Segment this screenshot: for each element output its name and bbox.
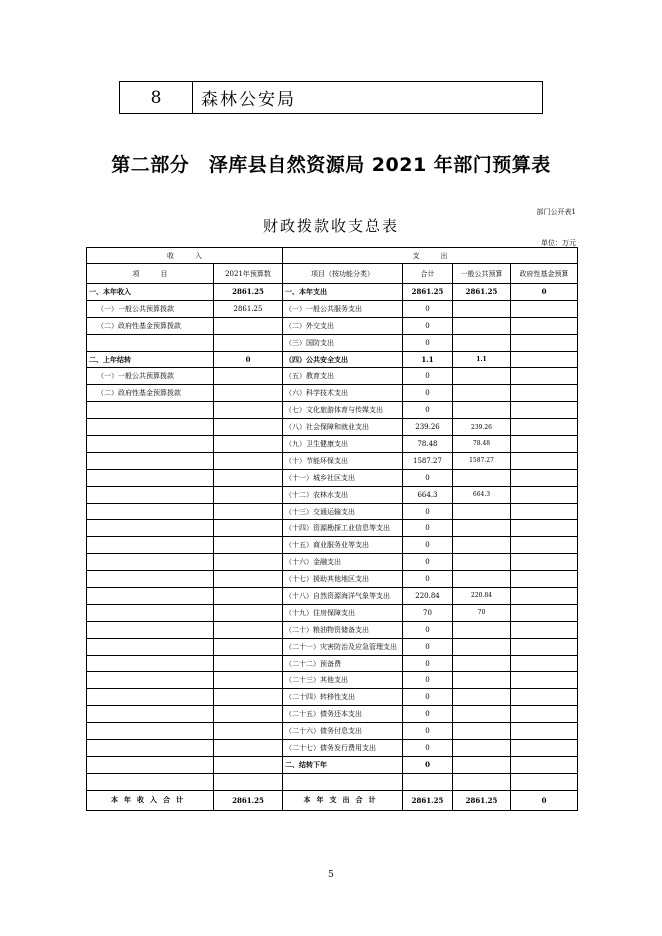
- expense-total-cell: 0: [403, 723, 453, 740]
- expense-item-cell: （十二）农林水支出: [283, 486, 403, 503]
- department-row: [119, 81, 543, 114]
- table-row: [87, 604, 578, 621]
- income-value-cell: [214, 723, 283, 740]
- income-item-cell: [87, 773, 214, 790]
- fund-budget-cell: [511, 351, 578, 368]
- table-row: [87, 655, 578, 672]
- income-item-cell: （一）一般公共预算拨款: [87, 368, 214, 385]
- fund-budget-cell: [511, 655, 578, 672]
- income-total-label: 本年收入合计: [87, 790, 214, 810]
- expense-item-cell: 二、结转下年: [283, 756, 403, 773]
- fund-budget-cell: [511, 334, 578, 351]
- expense-total-cell: 1587.27: [403, 452, 453, 469]
- table-row: [87, 571, 578, 588]
- income-value-cell: [214, 756, 283, 773]
- expense-item-cell: （二十五）债务还本支出: [283, 706, 403, 723]
- income-item-cell: （二）政府性基金预算拨款: [87, 317, 214, 334]
- expense-item-cell: （二十三）其他支出: [283, 672, 403, 689]
- income-value-cell: [214, 554, 283, 571]
- budget-table: [86, 247, 578, 811]
- income-value-cell: 2861.25: [214, 300, 283, 317]
- expense-item-cell: （二）外交支出: [283, 317, 403, 334]
- table-row: [87, 317, 578, 334]
- expense-item-cell: （十四）资源勘探工业信息等支出: [283, 520, 403, 537]
- expense-total-cell: 0: [403, 520, 453, 537]
- fund-budget-cell: [511, 300, 578, 317]
- table-row: [87, 469, 578, 486]
- expense-total-cell: 0: [403, 571, 453, 588]
- table-row: [87, 503, 578, 520]
- income-item-cell: 一、本年收入: [87, 284, 214, 301]
- expense-total-cell: 2861.25: [403, 284, 453, 301]
- income-value-cell: [214, 604, 283, 621]
- table-row: [87, 537, 578, 554]
- general-budget-cell: [453, 300, 511, 317]
- general-budget-cell: 2861.25: [453, 284, 511, 301]
- expense-item-cell: （十八）自然资源海洋气象等支出: [283, 588, 403, 605]
- table-row: [87, 723, 578, 740]
- income-item-cell: [87, 621, 214, 638]
- expense-item-cell: （二十四）转移性支出: [283, 689, 403, 706]
- expense-total-cell: 0: [403, 537, 453, 554]
- income-item-cell: [87, 469, 214, 486]
- general-budget-cell: [453, 672, 511, 689]
- expense-total-cell: 0: [403, 385, 453, 402]
- expense-item-cell: （九）卫生健康支出: [283, 436, 403, 453]
- expense-total-cell: 0: [403, 638, 453, 655]
- fund-budget-cell: [511, 452, 578, 469]
- department-name: 森林公安局: [201, 90, 296, 110]
- general-budget-cell: [453, 537, 511, 554]
- income-item-cell: [87, 452, 214, 469]
- general-budget-cell: [453, 385, 511, 402]
- fund-budget-cell: [511, 554, 578, 571]
- general-budget-total: 2861.25: [453, 790, 511, 810]
- expense-item-cell: （七）文化旅游体育与传媒支出: [283, 402, 403, 419]
- income-item-cell: [87, 537, 214, 554]
- table-row: [87, 689, 578, 706]
- expense-item-cell: （二十）粮油物资储备支出: [283, 621, 403, 638]
- fund-budget-cell: [511, 520, 578, 537]
- income-value-cell: [214, 402, 283, 419]
- expense-total-cell: 220.84: [403, 588, 453, 605]
- table-row: [87, 385, 578, 402]
- expense-item-cell: （十一）城乡社区支出: [283, 469, 403, 486]
- fund-budget-cell: [511, 486, 578, 503]
- general-budget-cell: [453, 706, 511, 723]
- income-value-cell: [214, 317, 283, 334]
- budget-2021-header: 2021年预算数: [214, 264, 283, 284]
- expense-total-cell: [403, 773, 453, 790]
- fund-budget-header: 政府性基金预算: [511, 264, 578, 284]
- unit-label: 单位：万元: [541, 239, 576, 247]
- fund-budget-cell: [511, 317, 578, 334]
- income-value-cell: 0: [214, 351, 283, 368]
- func-item-header: 项目（按功能分类）: [283, 264, 403, 284]
- income-item-cell: [87, 706, 214, 723]
- fund-budget-cell: [511, 740, 578, 757]
- general-budget-cell: 239.26: [453, 419, 511, 436]
- income-value-cell: [214, 452, 283, 469]
- table-row: [87, 334, 578, 351]
- income-value-cell: [214, 588, 283, 605]
- expense-item-cell: （十五）商业服务业等支出: [283, 537, 403, 554]
- income-item-cell: [87, 604, 214, 621]
- page-number: 5: [328, 870, 334, 880]
- table-row: [87, 419, 578, 436]
- table-row: [87, 520, 578, 537]
- general-budget-cell: [453, 317, 511, 334]
- fund-budget-cell: [511, 706, 578, 723]
- fund-budget-cell: [511, 672, 578, 689]
- expense-total-cell: 664.3: [403, 486, 453, 503]
- table-row: [87, 588, 578, 605]
- general-budget-cell: [453, 655, 511, 672]
- income-value-cell: [214, 689, 283, 706]
- income-item-cell: （二）政府性基金预算拨款: [87, 385, 214, 402]
- table-row: [87, 284, 578, 301]
- expense-item-cell: （二十七）债务发行费用支出: [283, 740, 403, 757]
- income-value-cell: [214, 773, 283, 790]
- general-budget-cell: 1.1: [453, 351, 511, 368]
- expense-item-cell: （八）社会保障和就业支出: [283, 419, 403, 436]
- expense-total-cell: 239.26: [403, 419, 453, 436]
- expense-total-cell: 0: [403, 621, 453, 638]
- income-item-cell: [87, 486, 214, 503]
- income-value-cell: [214, 621, 283, 638]
- expense-item-cell: （十三）交通运输支出: [283, 503, 403, 520]
- income-value-cell: [214, 571, 283, 588]
- expense-header: 支 出: [283, 248, 578, 264]
- total-header: 合计: [403, 264, 453, 284]
- table-row: [87, 621, 578, 638]
- table-row: [87, 351, 578, 368]
- expense-item-cell: （三）国防支出: [283, 334, 403, 351]
- expense-total-cell: 0: [403, 672, 453, 689]
- fund-budget-cell: [511, 571, 578, 588]
- income-item-cell: [87, 655, 214, 672]
- fund-budget-cell: [511, 588, 578, 605]
- fund-budget-cell: [511, 503, 578, 520]
- table-row: [87, 638, 578, 655]
- fund-budget-cell: [511, 773, 578, 790]
- income-item-cell: [87, 672, 214, 689]
- general-budget-cell: 70: [453, 604, 511, 621]
- header-row-2: [87, 264, 578, 284]
- income-value-cell: [214, 334, 283, 351]
- general-budget-cell: [453, 740, 511, 757]
- income-item-cell: [87, 740, 214, 757]
- income-item-cell: [87, 334, 214, 351]
- general-budget-cell: 78.48: [453, 436, 511, 453]
- income-value-cell: [214, 419, 283, 436]
- fund-budget-cell: [511, 621, 578, 638]
- income-item-cell: [87, 689, 214, 706]
- expense-total-cell: 70: [403, 604, 453, 621]
- general-budget-cell: [453, 402, 511, 419]
- table-row: [87, 452, 578, 469]
- table-title: 财政拨款收支总表: [262, 217, 399, 235]
- income-value-cell: [214, 385, 283, 402]
- income-item-cell: [87, 638, 214, 655]
- expense-total-cell: 1.1: [403, 351, 453, 368]
- public-table-number: 部门公开表1: [536, 208, 576, 216]
- general-budget-header: 一般公共预算: [453, 264, 511, 284]
- fund-budget-cell: [511, 402, 578, 419]
- table-row: [87, 672, 578, 689]
- expense-total-cell: 0: [403, 368, 453, 385]
- income-item-cell: [87, 503, 214, 520]
- general-budget-cell: [453, 621, 511, 638]
- general-budget-cell: [453, 773, 511, 790]
- item-header: 项 目: [87, 264, 214, 284]
- general-budget-cell: 664.3: [453, 486, 511, 503]
- fund-budget-cell: [511, 537, 578, 554]
- table-row: [87, 402, 578, 419]
- general-budget-cell: [453, 638, 511, 655]
- general-budget-cell: [453, 723, 511, 740]
- expense-item-cell: （六）科学技术支出: [283, 385, 403, 402]
- income-value-cell: [214, 638, 283, 655]
- income-value-cell: 2861.25: [214, 284, 283, 301]
- general-budget-cell: [453, 571, 511, 588]
- expense-total-value: 2861.25: [403, 790, 453, 810]
- department-number: 8: [120, 82, 193, 113]
- fund-budget-cell: [511, 689, 578, 706]
- table-row: [87, 436, 578, 453]
- general-budget-cell: [453, 756, 511, 773]
- expense-item-cell: （四）公共安全支出: [283, 351, 403, 368]
- general-budget-cell: 220.84: [453, 588, 511, 605]
- totals-row: [87, 790, 578, 810]
- expense-item-cell: （十七）援助其他地区支出: [283, 571, 403, 588]
- income-value-cell: [214, 655, 283, 672]
- income-value-cell: [214, 537, 283, 554]
- expense-total-cell: 0: [403, 655, 453, 672]
- expense-item-cell: （一）一般公共服务支出: [283, 300, 403, 317]
- general-budget-cell: [453, 334, 511, 351]
- income-value-cell: [214, 469, 283, 486]
- table-row: [87, 368, 578, 385]
- income-item-cell: [87, 520, 214, 537]
- fund-budget-total: 0: [511, 790, 578, 810]
- general-budget-cell: [453, 368, 511, 385]
- table-row: [87, 706, 578, 723]
- fund-budget-cell: [511, 638, 578, 655]
- general-budget-cell: [453, 469, 511, 486]
- income-value-cell: [214, 368, 283, 385]
- expense-total-cell: 78.48: [403, 436, 453, 453]
- income-item-cell: [87, 756, 214, 773]
- expense-item-cell: （五）教育支出: [283, 368, 403, 385]
- income-value-cell: [214, 672, 283, 689]
- income-total-value: 2861.25: [214, 790, 283, 810]
- expense-total-cell: 0: [403, 689, 453, 706]
- expense-total-label: 本年支出合计: [283, 790, 403, 810]
- income-value-cell: [214, 486, 283, 503]
- fund-budget-cell: [511, 385, 578, 402]
- income-item-cell: [87, 436, 214, 453]
- expense-total-cell: 0: [403, 334, 453, 351]
- expense-total-cell: 0: [403, 317, 453, 334]
- expense-item-cell: [283, 773, 403, 790]
- table-row: [87, 756, 578, 773]
- fund-budget-cell: [511, 419, 578, 436]
- expense-total-cell: 0: [403, 706, 453, 723]
- expense-item-cell: 一、本年支出: [283, 284, 403, 301]
- expense-total-cell: 0: [403, 402, 453, 419]
- fund-budget-cell: [511, 436, 578, 453]
- expense-total-cell: 0: [403, 300, 453, 317]
- general-budget-cell: [453, 689, 511, 706]
- expense-item-cell: （十）节能环保支出: [283, 452, 403, 469]
- expense-total-cell: 0: [403, 554, 453, 571]
- expense-total-cell: 0: [403, 756, 453, 773]
- table-row: [87, 300, 578, 317]
- income-value-cell: [214, 520, 283, 537]
- income-item-cell: [87, 419, 214, 436]
- expense-item-cell: （十九）住房保障支出: [283, 604, 403, 621]
- general-budget-cell: 1587.27: [453, 452, 511, 469]
- fund-budget-cell: [511, 723, 578, 740]
- income-value-cell: [214, 740, 283, 757]
- expense-total-cell: 0: [403, 503, 453, 520]
- part-title: 第二部分 泽库县自然资源局 2021 年部门预算表: [111, 154, 551, 176]
- income-header: 收 入: [87, 248, 283, 264]
- general-budget-cell: [453, 503, 511, 520]
- income-item-cell: [87, 402, 214, 419]
- income-item-cell: （一）一般公共预算拨款: [87, 300, 214, 317]
- income-item-cell: [87, 554, 214, 571]
- expense-item-cell: （二十六）债务付息支出: [283, 723, 403, 740]
- expense-item-cell: （二十二）预备费: [283, 655, 403, 672]
- income-item-cell: 二、上年结转: [87, 351, 214, 368]
- fund-budget-cell: [511, 604, 578, 621]
- table-row: [87, 740, 578, 757]
- table-row: [87, 486, 578, 503]
- fund-budget-cell: [511, 469, 578, 486]
- income-value-cell: [214, 706, 283, 723]
- table-row: [87, 554, 578, 571]
- income-value-cell: [214, 503, 283, 520]
- fund-budget-cell: 0: [511, 284, 578, 301]
- expense-total-cell: 0: [403, 740, 453, 757]
- income-item-cell: [87, 723, 214, 740]
- expense-item-cell: （十六）金融支出: [283, 554, 403, 571]
- header-row-1: [87, 248, 578, 264]
- fund-budget-cell: [511, 368, 578, 385]
- income-value-cell: [214, 436, 283, 453]
- income-item-cell: [87, 571, 214, 588]
- expense-item-cell: （二十一）灾害防治及应急管理支出: [283, 638, 403, 655]
- expense-total-cell: 0: [403, 469, 453, 486]
- table-row: [87, 773, 578, 790]
- income-item-cell: [87, 588, 214, 605]
- fund-budget-cell: [511, 756, 578, 773]
- general-budget-cell: [453, 554, 511, 571]
- budget-table-body: [87, 248, 578, 811]
- general-budget-cell: [453, 520, 511, 537]
